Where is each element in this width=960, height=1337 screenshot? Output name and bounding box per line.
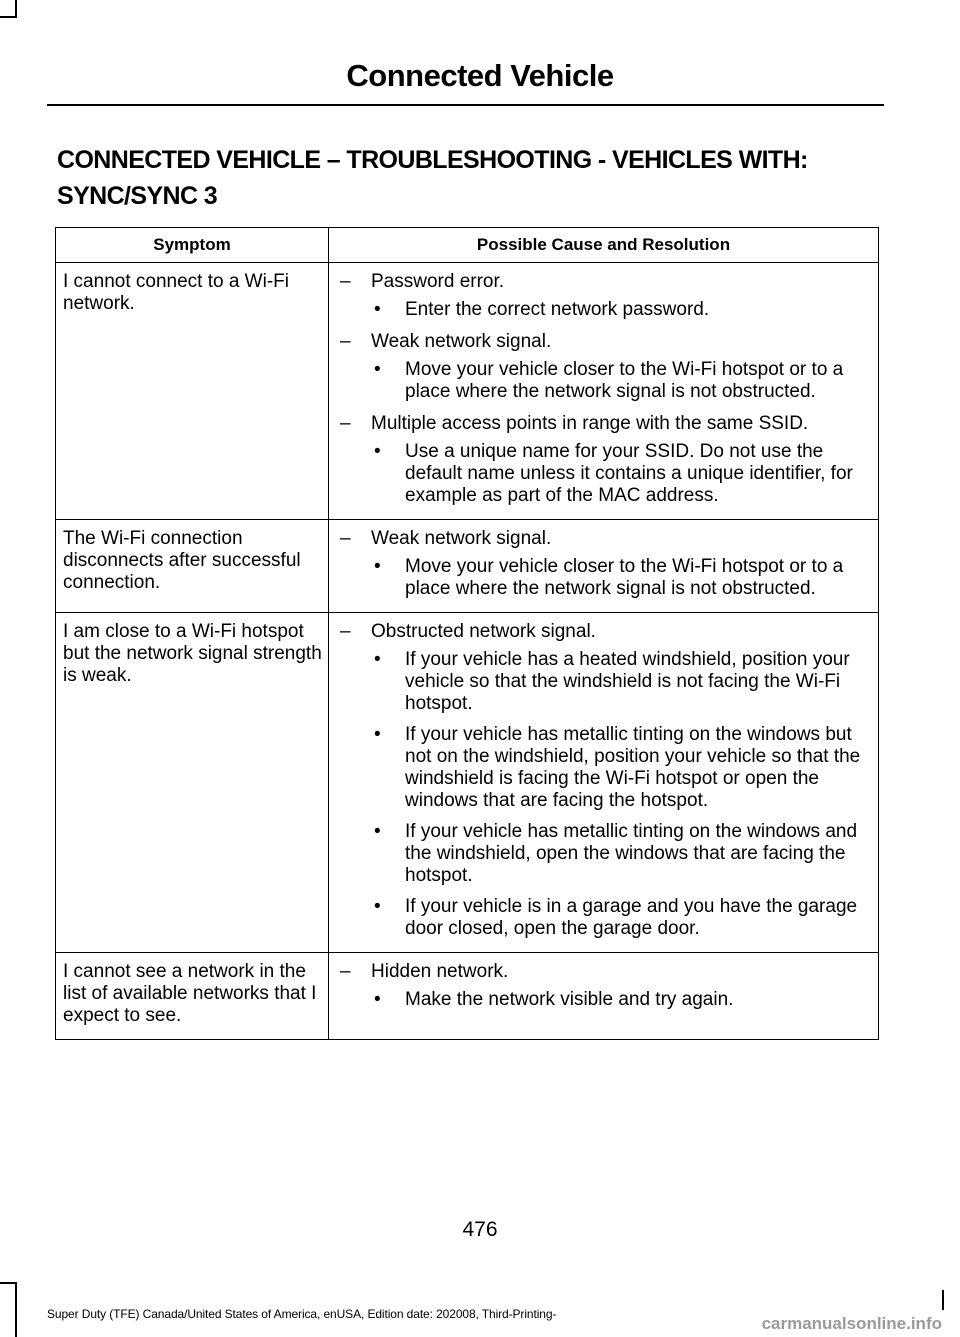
resolution-steps (371, 441, 872, 507)
bullet-marker: • (374, 359, 381, 380)
cause-text: Hidden network. (371, 961, 509, 982)
resolution-step (371, 556, 872, 600)
resolution-step (371, 724, 872, 812)
resolution-step (371, 896, 872, 940)
bullet-marker: • (374, 724, 381, 745)
header-divider (47, 104, 884, 106)
resolution-steps (371, 556, 872, 600)
resolution-step (371, 989, 872, 1011)
resolution-steps (371, 299, 872, 321)
resolution-cell (329, 520, 879, 613)
cause-item (340, 271, 872, 321)
table-header-row (56, 228, 879, 263)
dash-marker: – (340, 271, 351, 292)
dash-marker: – (340, 528, 351, 549)
step-text: Move your vehicle closer to the Wi-Fi hotspot or to a place where the network signal is not obstructed. (405, 359, 844, 402)
step-text: If your vehicle has metallic tinting on the windows but not on the windshield, position your vehicle so that the windshield is facing the Wi-Fi hotspot or open the windows that are facing the hotspot. (405, 724, 861, 811)
section-title: CONNECTED VEHICLE – TROUBLESHOOTING - VEHICLES WITH: SYNC/SYNC 3 (57, 146, 808, 210)
bullet-marker: • (374, 989, 381, 1010)
source-watermark: carmanualsonline.info (761, 1314, 942, 1333)
crop-mark-bottom-left-vertical (15, 1282, 17, 1337)
step-text: Move your vehicle closer to the Wi-Fi hotspot or to a place where the network signal is not obstructed. (405, 556, 844, 599)
resolution-cell (329, 613, 879, 953)
resolution-cell (329, 263, 879, 520)
step-text: Use a unique name for your SSID. Do not use the default name unless it contains a unique identifier, for example as part of the MAC address. (405, 441, 853, 506)
column-header-cause-resolution: Possible Cause and Resolution (329, 228, 879, 263)
cause-item (340, 413, 872, 507)
table-row (56, 520, 879, 613)
dash-marker: – (340, 621, 351, 642)
cause-item (340, 528, 872, 600)
cause-text: Weak network signal. (371, 331, 552, 352)
symptom-cell: I am close to a Wi-Fi hotspot but the network signal strength is weak. (56, 613, 329, 953)
bullet-marker: • (374, 556, 381, 577)
cause-item (340, 621, 872, 940)
cause-item (340, 961, 872, 1011)
column-header-symptom: Symptom (56, 228, 329, 263)
resolution-steps (371, 359, 872, 403)
resolution-steps (371, 989, 872, 1011)
resolution-step (371, 299, 872, 321)
bullet-marker: • (374, 821, 381, 842)
resolution-step (371, 359, 872, 403)
step-text: If your vehicle has metallic tinting on the windows and the windshield, open the windows that are facing the hotspot. (405, 821, 858, 886)
step-text: Make the network visible and try again. (405, 989, 734, 1010)
bullet-marker: • (374, 441, 381, 462)
cause-text: Obstructed network signal. (371, 621, 596, 642)
resolution-cell (329, 953, 879, 1040)
edition-footer: Super Duty (TFE) Canada/United States of America, enUSA, Edition date: 202008, Third-Printing- (47, 1307, 557, 1321)
page-number: 476 (462, 1218, 498, 1241)
cause-text: Weak network signal. (371, 528, 552, 549)
bullet-marker: • (374, 649, 381, 670)
dash-marker: – (340, 413, 351, 434)
table-row (56, 263, 879, 520)
symptom-cell: I cannot connect to a Wi-Fi network. (56, 263, 329, 520)
step-text: If your vehicle has a heated windshield, position your vehicle so that the windshield is not facing the Wi-Fi hotspot. (405, 649, 850, 714)
table-row (56, 613, 879, 953)
troubleshooting-table (55, 227, 879, 1040)
dash-marker: – (340, 331, 351, 352)
cause-text: Password error. (371, 271, 505, 292)
resolution-step (371, 441, 872, 507)
bullet-marker: • (374, 896, 381, 917)
crop-mark-bottom-left-horizontal (0, 1282, 17, 1284)
symptom-cell: I cannot see a network in the list of available networks that I expect to see. (56, 953, 329, 1040)
crop-mark-right-top (942, 1290, 944, 1310)
symptom-cell: The Wi-Fi connection disconnects after successful connection. (56, 520, 329, 613)
step-text: If your vehicle is in a garage and you have the garage door closed, open the garage door. (405, 896, 858, 939)
dash-marker: – (340, 961, 351, 982)
page-header-title: Connected Vehicle (346, 58, 614, 93)
bullet-marker: • (374, 299, 381, 320)
resolution-step (371, 821, 872, 887)
step-text: Enter the correct network password. (405, 299, 710, 320)
cause-item (340, 331, 872, 403)
resolution-step (371, 649, 872, 715)
resolution-steps (371, 649, 872, 940)
table-row (56, 953, 879, 1040)
cause-text: Multiple access points in range with the same SSID. (371, 413, 809, 434)
crop-mark-top-left-horizontal (0, 16, 17, 18)
